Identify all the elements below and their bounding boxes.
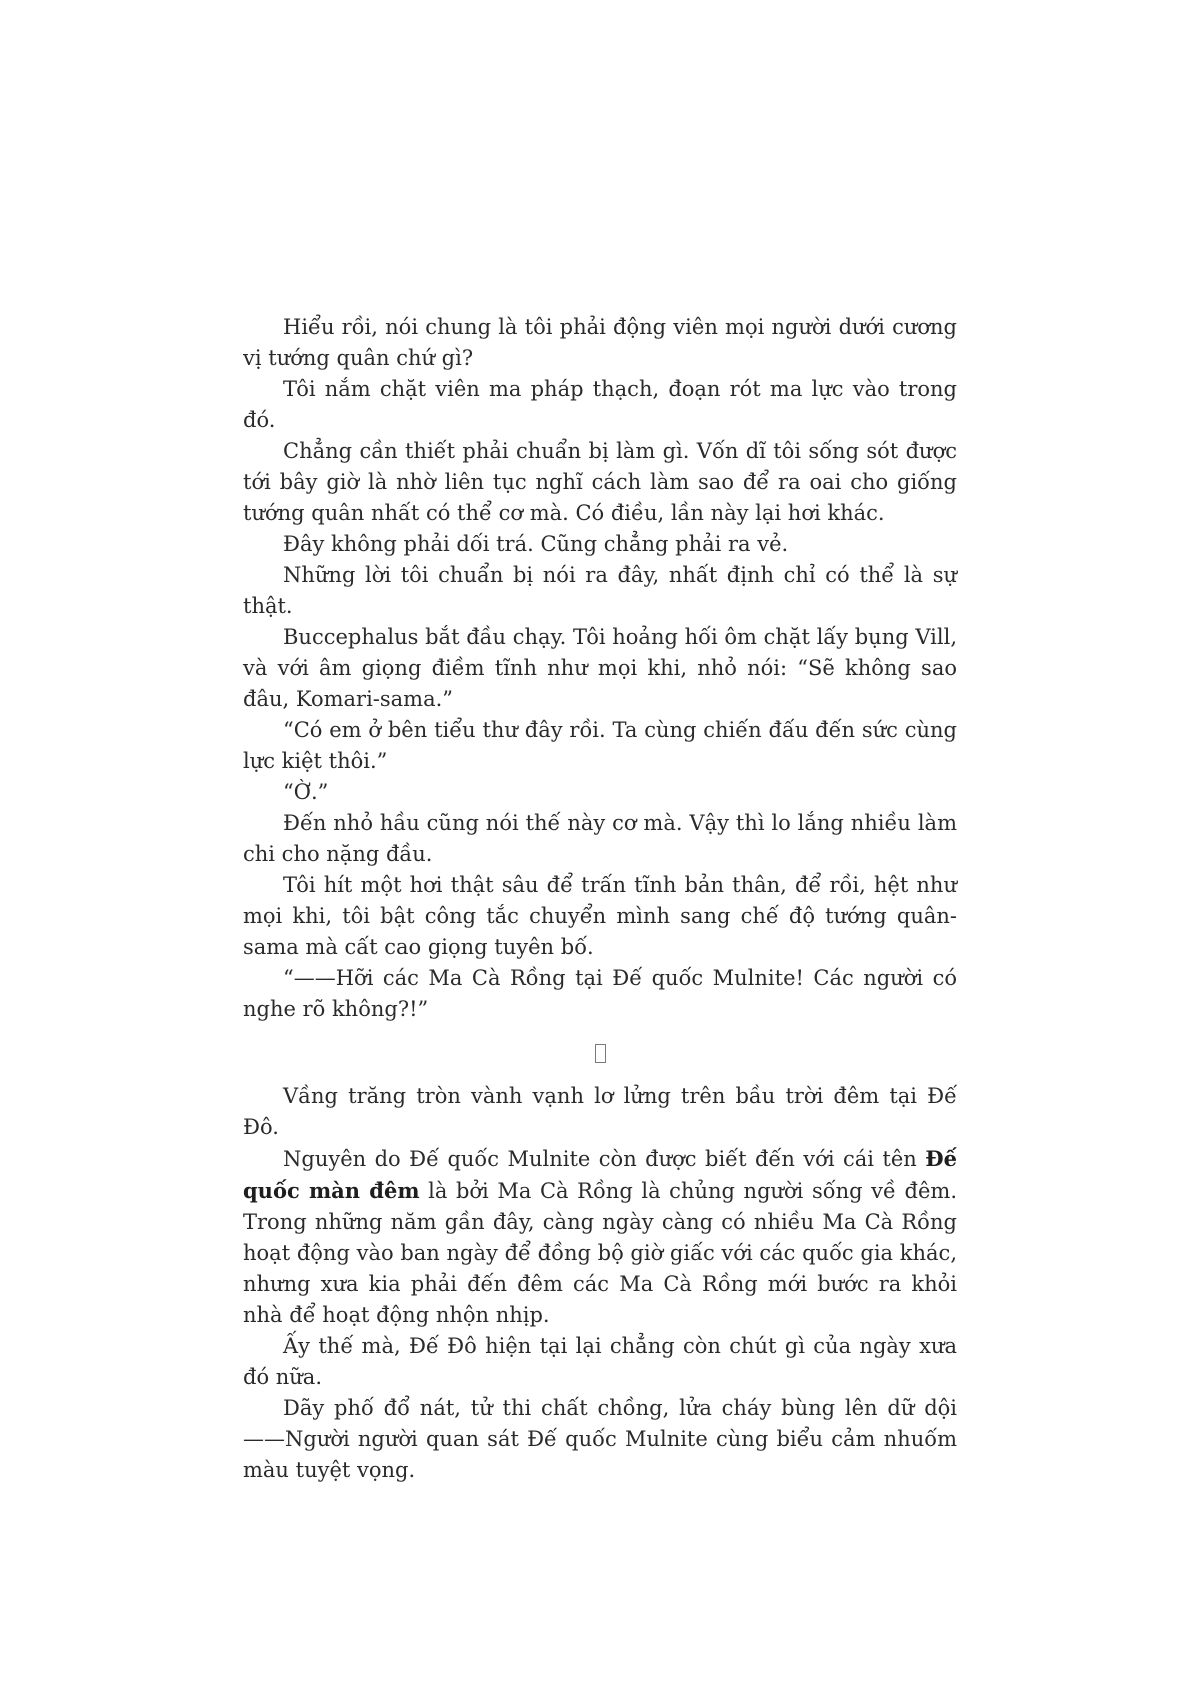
paragraph: Buccephalus bắt đầu chạy. Tôi hoảng hối ôm chặt lấy bụng Vill, và với âm giọng điềm tĩnh như mọi khi, nhỏ nói: “Sẽ không sao đâu, Komari-sama.” — [243, 625, 964, 711]
paragraph: “——Hỡi các Ma Cà Rồng tại Đế quốc Mulnite! Các người có nghe rõ không?!” — [243, 966, 964, 1021]
emphasized-term: Đế quốc màn đêm — [243, 1146, 965, 1203]
paragraph: Chẳng cần thiết phải chuẩn bị làm gì. Vốn dĩ tôi sống sót được tới bây giờ là nhờ liên tục nghĩ cách làm sao để ra oai cho giống tướng quân nhất có thể cơ mà. Có điều, lần này lại hơi khác. — [243, 439, 964, 525]
paragraph: “Ờ.” — [283, 780, 329, 804]
book-page — [243, 312, 965, 1486]
paragraph: Tôi nắm chặt viên ma pháp thạch, đoạn rót ma lực vào trong đó. — [243, 377, 964, 432]
paragraph: Ấy thế mà, Đế Đô hiện tại lại chẳng còn chút gì của ngày xưa đó nữa. — [243, 1334, 964, 1389]
paragraph: Tôi hít một hơi thật sâu để trấn tĩnh bản thân, để rồi, hệt như mọi khi, tôi bật công tắc chuyển mình sang chế độ tướng quân-sama mà cất cao giọng tuyên bố. — [243, 873, 964, 959]
paragraph-text: là bởi Ma Cà Rồng là chủng người sống về đêm. Trong những năm gần đây, càng ngày càng có nhiều Ma Cà Rồng hoạt động vào ban ngày để đồng bộ giờ giấc với các quốc gia khác, nhưng xưa kia phải đến đêm các Ma Cà Rồng mới bước ra khỏi nhà để hoạt động nhộn nhịp. — [243, 1179, 964, 1327]
paragraph-text: Nguyên do Đế quốc Mulnite còn được biết đến với cái tên — [283, 1147, 926, 1171]
paragraph: Dãy phố đổ nát, tử thi chất chồng, lửa cháy bùng lên dữ dội——Người người quan sát Đế quốc Mulnite cùng biểu cảm nhuốm màu tuyệt vọng. — [243, 1396, 964, 1482]
scene-break-box-icon — [595, 1044, 606, 1063]
paragraph: Những lời tôi chuẩn bị nói ra đây, nhất định chỉ có thể là sự thật. — [243, 563, 964, 618]
paragraph: Hiểu rồi, nói chung là tôi phải động viên mọi người dưới cương vị tướng quân chứ gì? — [243, 315, 964, 370]
paragraph: Đây không phải dối trá. Cũng chẳng phải ra vẻ. — [283, 532, 789, 556]
scene-break-icon — [243, 1025, 957, 1081]
paragraph: “Có em ở bên tiểu thư đây rồi. Ta cùng chiến đấu đến sức cùng lực kiệt thôi.” — [243, 718, 964, 773]
paragraph — [243, 1143, 965, 1331]
paragraph: Đến nhỏ hầu cũng nói thế này cơ mà. Vậy thì lo lắng nhiều làm chi cho nặng đầu. — [243, 811, 964, 866]
paragraph: Vầng trăng tròn vành vạnh lơ lửng trên bầu trời đêm tại Đế Đô. — [243, 1084, 964, 1139]
